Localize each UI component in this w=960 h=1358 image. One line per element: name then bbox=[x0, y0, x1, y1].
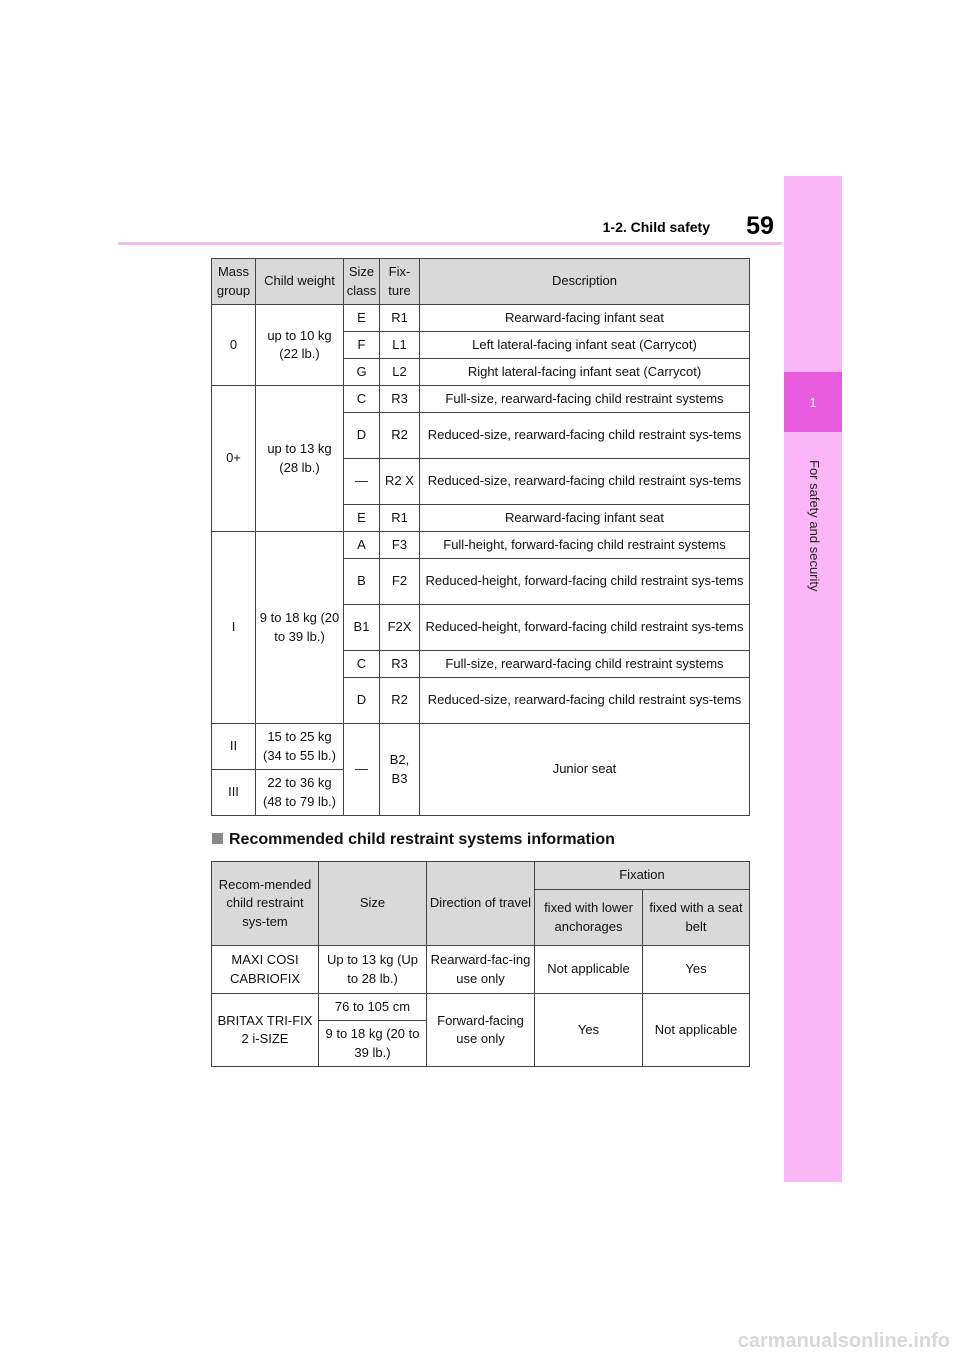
col-description: Description bbox=[420, 259, 750, 305]
col-mass-group: Mass group bbox=[212, 259, 256, 305]
table-row bbox=[212, 386, 750, 413]
size-class-cell: E bbox=[344, 305, 380, 332]
table-row bbox=[212, 946, 750, 994]
fixture-cell: R3 bbox=[380, 386, 420, 413]
chapter-side-band bbox=[784, 176, 842, 1182]
description-cell: Reduced-height, forward-facing child restraint sys-tems bbox=[420, 559, 750, 605]
description-cell: Full-height, forward-facing child restraint systems bbox=[420, 532, 750, 559]
description-cell: Reduced-size, rearward-facing child restraint sys-tems bbox=[420, 413, 750, 459]
col-fixation: Fixation bbox=[535, 862, 750, 890]
col-child-weight: Child weight bbox=[256, 259, 344, 305]
size-class-cell: — bbox=[344, 724, 380, 816]
description-cell: Full-size, rearward-facing child restraint systems bbox=[420, 651, 750, 678]
fixture-cell: F2X bbox=[380, 605, 420, 651]
fixture-cell: R3 bbox=[380, 651, 420, 678]
col-size-class: Size class bbox=[344, 259, 380, 305]
fixture-cell: R2 X bbox=[380, 459, 420, 505]
mass-group-cell: 0 bbox=[212, 305, 256, 386]
mass-group-cell: II bbox=[212, 724, 256, 770]
seat-belt-cell: Not applicable bbox=[643, 994, 750, 1067]
direction-cell: Rearward-fac-ing use only bbox=[427, 946, 535, 994]
system-cell: BRITAX TRI-FIX 2 i-SIZE bbox=[212, 994, 319, 1067]
fixture-cell: L2 bbox=[380, 359, 420, 386]
recommended-heading-text: Recommended child restraint systems information bbox=[229, 831, 615, 848]
col-size: Size bbox=[319, 862, 427, 946]
col-recommended-system: Recom-mended child restraint sys-tem bbox=[212, 862, 319, 946]
section-title: 1-2. Child safety bbox=[602, 219, 710, 235]
table-row bbox=[212, 532, 750, 559]
fixture-cell: R1 bbox=[380, 505, 420, 532]
table-row bbox=[212, 305, 750, 332]
child-weight-cell: 15 to 25 kg (34 to 55 lb.) bbox=[256, 724, 344, 770]
col-seat-belt: fixed with a seat belt bbox=[643, 890, 750, 946]
size-cell: Up to 13 kg (Up to 28 lb.) bbox=[319, 946, 427, 994]
size-class-cell: D bbox=[344, 678, 380, 724]
fixture-cell: R2 bbox=[380, 678, 420, 724]
direction-cell: Forward-facing use only bbox=[427, 994, 535, 1067]
description-cell: Reduced-size, rearward-facing child restraint sys-tems bbox=[420, 459, 750, 505]
size-class-cell: D bbox=[344, 413, 380, 459]
description-cell: Reduced-height, forward-facing child restraint sys-tems bbox=[420, 605, 750, 651]
description-cell: Right lateral-facing infant seat (Carrycot) bbox=[420, 359, 750, 386]
fixture-cell: F2 bbox=[380, 559, 420, 605]
description-cell: Full-size, rearward-facing child restraint systems bbox=[420, 386, 750, 413]
size-class-cell: G bbox=[344, 359, 380, 386]
size-class-cell: — bbox=[344, 459, 380, 505]
system-cell: MAXI COSI CABRIOFIX bbox=[212, 946, 319, 994]
size-class-table bbox=[211, 258, 750, 816]
lower-anchorage-cell: Not applicable bbox=[535, 946, 643, 994]
seat-belt-cell: Yes bbox=[643, 946, 750, 994]
col-direction: Direction of travel bbox=[427, 862, 535, 946]
size-class-cell: A bbox=[344, 532, 380, 559]
size-class-cell: C bbox=[344, 386, 380, 413]
lower-anchorage-cell: Yes bbox=[535, 994, 643, 1067]
square-bullet-icon bbox=[212, 833, 223, 844]
fixture-cell: B2, B3 bbox=[380, 724, 420, 816]
fixture-cell: L1 bbox=[380, 332, 420, 359]
description-cell: Left lateral-facing infant seat (Carrycot) bbox=[420, 332, 750, 359]
col-lower-anchorages: fixed with lower anchorages bbox=[535, 890, 643, 946]
size-class-cell: F bbox=[344, 332, 380, 359]
size-class-cell: B bbox=[344, 559, 380, 605]
description-cell: Rearward-facing infant seat bbox=[420, 505, 750, 532]
col-fixture: Fix-ture bbox=[380, 259, 420, 305]
size-cell: 9 to 18 kg (20 to 39 lb.) bbox=[319, 1021, 427, 1067]
page-number: 59 bbox=[746, 212, 774, 240]
fixture-cell: R1 bbox=[380, 305, 420, 332]
mass-group-cell: III bbox=[212, 770, 256, 816]
watermark: carmanualsonline.info bbox=[737, 1330, 950, 1352]
header-rule bbox=[118, 242, 782, 245]
size-class-cell: E bbox=[344, 505, 380, 532]
chapter-number-tab[interactable]: 1 bbox=[784, 372, 842, 432]
size-cell: 76 to 105 cm bbox=[319, 994, 427, 1021]
child-weight-cell: 22 to 36 kg (48 to 79 lb.) bbox=[256, 770, 344, 816]
table-row bbox=[212, 994, 750, 1021]
fixture-cell: F3 bbox=[380, 532, 420, 559]
mass-group-cell: 0+ bbox=[212, 386, 256, 532]
chapter-title: For safety and security bbox=[807, 460, 822, 592]
recommended-heading bbox=[212, 831, 615, 849]
child-weight-cell: up to 10 kg (22 lb.) bbox=[256, 305, 344, 386]
recommended-systems-table bbox=[211, 861, 750, 1067]
table-row bbox=[212, 724, 750, 770]
size-class-cell: B1 bbox=[344, 605, 380, 651]
child-weight-cell: up to 13 kg (28 lb.) bbox=[256, 386, 344, 532]
child-weight-cell: 9 to 18 kg (20 to 39 lb.) bbox=[256, 532, 344, 724]
description-cell: Reduced-size, rearward-facing child restraint sys-tems bbox=[420, 678, 750, 724]
size-class-cell: C bbox=[344, 651, 380, 678]
description-cell: Rearward-facing infant seat bbox=[420, 305, 750, 332]
fixture-cell: R2 bbox=[380, 413, 420, 459]
mass-group-cell: I bbox=[212, 532, 256, 724]
description-cell: Junior seat bbox=[420, 724, 750, 816]
